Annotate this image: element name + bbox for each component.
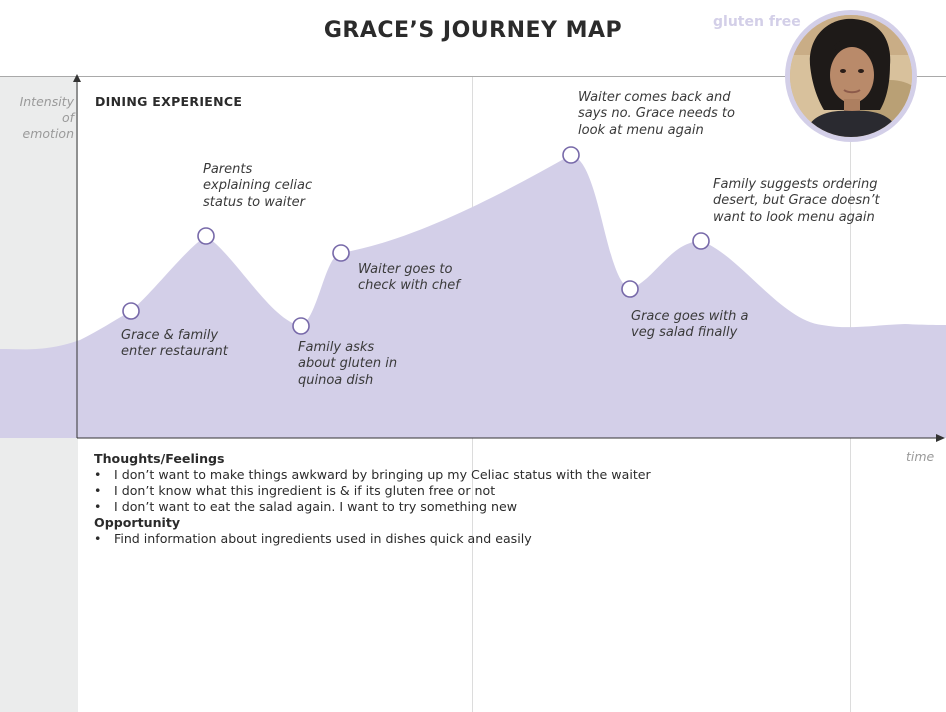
section-label: DINING EXPERIENCE bbox=[95, 94, 243, 109]
y-axis-label: Intensity of emotion bbox=[19, 94, 74, 141]
touchpoint-marker-3[interactable] bbox=[293, 318, 309, 334]
thought-item: • I don’t want to eat the salad again. I want to try something new bbox=[94, 499, 894, 515]
notes-section bbox=[94, 451, 894, 547]
touchpoint-marker-5[interactable] bbox=[563, 147, 579, 163]
persona-tag: gluten free bbox=[713, 14, 801, 30]
x-axis-label: time bbox=[906, 449, 935, 464]
thought-item: • I don’t want to make things awkward by bringing up my Celiac status with the waiter bbox=[94, 467, 894, 483]
page-title: GRACE’S JOURNEY MAP bbox=[323, 18, 623, 43]
touchpoint-marker-4[interactable] bbox=[333, 245, 349, 261]
opportunity-heading: Opportunity bbox=[94, 515, 181, 530]
thoughts-list bbox=[94, 467, 894, 515]
opportunity-list bbox=[94, 531, 894, 547]
person-photo-icon bbox=[790, 15, 912, 137]
touchpoint-marker-1[interactable] bbox=[123, 303, 139, 319]
touchpoint-label-4: Waiter goes to check with chef bbox=[358, 262, 460, 294]
touchpoint-label-3: Family asks about gluten in quinoa dish bbox=[298, 340, 398, 388]
touchpoint-label-2: Parents explaining celiac status to waiter bbox=[203, 162, 313, 210]
touchpoint-marker-2[interactable] bbox=[198, 228, 214, 244]
thoughts-heading: Thoughts/Feelings bbox=[94, 451, 225, 466]
touchpoint-marker-7[interactable] bbox=[693, 233, 709, 249]
touchpoint-label-1: Grace & family enter restaurant bbox=[121, 328, 228, 360]
y-axis-arrow-icon bbox=[73, 74, 81, 82]
touchpoint-label-5: Waiter comes back and says no. Grace needs to look at menu again bbox=[578, 90, 735, 138]
touchpoint-label-7: Family suggests ordering desert, but Grace doesn’t want to look menu again bbox=[713, 177, 880, 225]
touchpoint-label-6: Grace goes with a veg salad finally bbox=[631, 309, 749, 341]
opportunity-item: • Find information about ingredients used in dishes quick and easily bbox=[94, 531, 894, 547]
avatar bbox=[785, 10, 917, 142]
thought-item: • I don’t know what this ingredient is & if its gluten free or not bbox=[94, 483, 894, 499]
touchpoint-marker-6[interactable] bbox=[622, 281, 638, 297]
